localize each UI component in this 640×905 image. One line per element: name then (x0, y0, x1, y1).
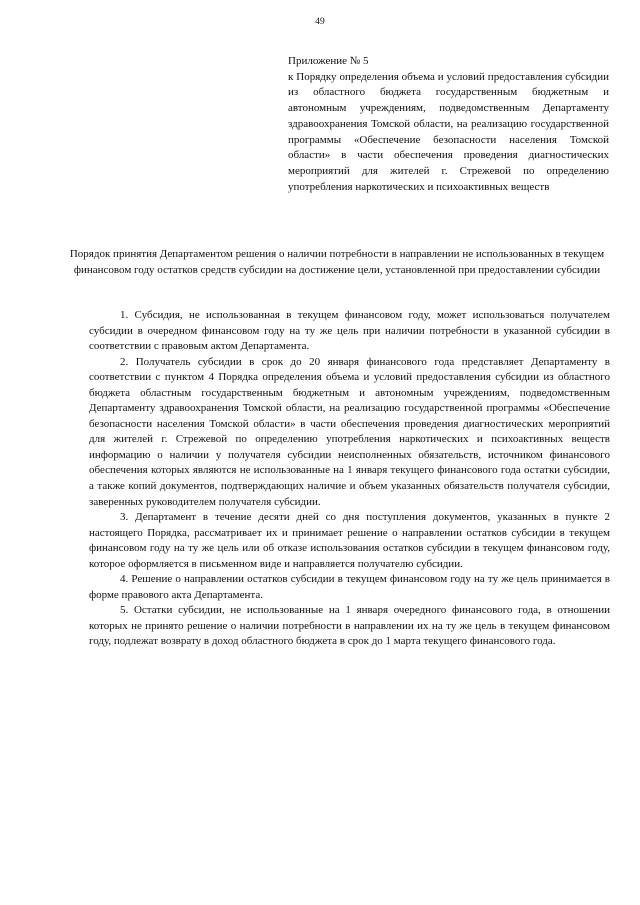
paragraph-4: 4. Решение о направлении остатков субсидии в текущем финансовом году на ту же цель принимается в форме правового акта Департамента. (89, 573, 610, 601)
appendix-heading: Приложение № 5 (288, 55, 369, 67)
document-title: Порядок принятия Департаментом решения о наличии потребности в направлении не использованных в текущем финансовом году остатков средств субсидии на достижение цели, установленной при предоставлении субсидии (69, 248, 605, 276)
paragraph-3: 3. Департамент в течение десяти дней со дня поступления документов, указанных в пункте 2 настоящего Порядка, рассматривает их и принимает решение о направлении остатков субсидии в текущем финансовом году на ту же цель или об отказе использования остатков субсидии в текущем финансовом году, которое оформляется в письменном виде и направляется получателю субсидии. (89, 511, 610, 570)
appendix-block (288, 54, 609, 195)
appendix-body: к Порядку определения объема и условий предоставления субсидии из областного бюджета государственным бюджетным и автономным учреждениям, подведомственным Департаменту здравоохранения Томской области, на реализацию государственной программы «Обеспечение безопасности населения Томской области» в части обеспечения проведения диагностических мероприятий для жителей г. Стрежевой по определению употребления наркотических и психоактивных веществ (288, 70, 609, 193)
paragraph-5: 5. Остатки субсидии, не использованные на 1 января очередного финансового года, в отношении которых не принято решение о наличии потребности в направлении их на ту же цель в текущем финансовом году, подлежат возврату в доход областного бюджета в срок до 1 марта текущего финансового года. (89, 604, 610, 648)
paragraph-2: 2. Получатель субсидии в срок до 20 января финансового года представляет Департаменту в соответствии с пунктом 4 Порядка определения объема и условий предоставления субсидии из областного бюджета областным государственным бюджетным и автономным учреждениям, подведомственным Департаменту здравоохранения Томской области, на реализацию государственной программы «Обеспечение безопасности населения Томской области» в части обеспечения проведения диагностических мероприятий для жителей г. Стрежевой по определению употребления наркотических и психоактивных веществ информацию о наличии у получателя субсидии неисполненных обязательств, источником финансового обеспечения которых являются не использованные на 1 января текущего финансового года остатки субсидии, а также копий документов, подтверждающих наличие и объем указанных обязательств получателя субсидии, заверенных руководителем получателя субсидии. (89, 355, 610, 508)
page-number: 49 (315, 17, 325, 27)
paragraph-1: 1. Субсидия, не использованная в текущем финансовом году, может использоваться получателем субсидии в очередном финансовом году на ту же цель при наличии потребности в указанной субсидии в соответствии с правовым актом Департамента. (89, 309, 610, 353)
main-text (89, 308, 610, 650)
